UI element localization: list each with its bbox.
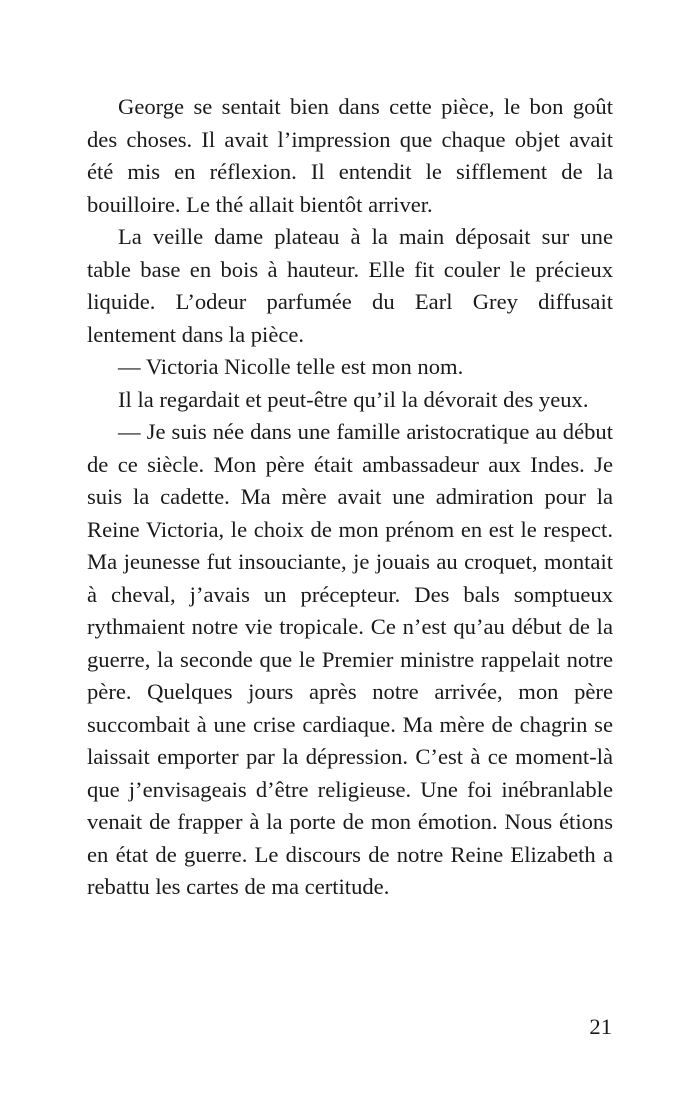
page-body bbox=[87, 91, 613, 904]
paragraph-4: Il la regardait et peut-être qu’il la dévorait des yeux. bbox=[118, 386, 589, 412]
paragraph-3: — Victoria Nicolle telle est mon nom. bbox=[118, 354, 464, 379]
paragraph-1: George se sentait bien dans cette pièce, le bon goût des choses. Il avait l’impression que chaque objet avait été mis en réflexion. Il entendit le sifflement de la bouilloire. Le thé allait bientôt arriver. bbox=[87, 94, 613, 217]
paragraph-5: — Je suis née dans une famille aristocratique au début de ce siècle. Mon père était ambassadeur aux Indes. Je suis la cadette. Ma mère avait une admiration pour la Reine Victoria, le choix de mon prénom en est le respect. Ma jeunesse fut insouciante, je jouais au croquet, montait à cheval, j’avais un précepteur. Des bals somptueux rythmaient notre vie tropicale. Ce n’est qu’au début de la guerre, la seconde que le Premier ministre rappelait notre père. Quelques jours après notre arrivée, mon père succombait à une crise cardiaque. Ma mère de chagrin se laissait emporter par la dépression. C’est à ce moment-là que j’envisageais d’être religieuse. Une foi inébranlable venait de frapper à la porte de mon émotion. Nous étions en état de guerre. Le discours de notre Reine Elizabeth a rebattu les cartes de ma certitude. bbox=[87, 419, 613, 899]
page-number: 21 bbox=[589, 1014, 612, 1039]
paragraph-2: La veille dame plateau à la main déposait sur une table base en bois à hauteur. Elle fit couler le précieux liquide. L’odeur parfumée du Earl Grey diffusait lentement dans la pièce. bbox=[87, 224, 613, 347]
